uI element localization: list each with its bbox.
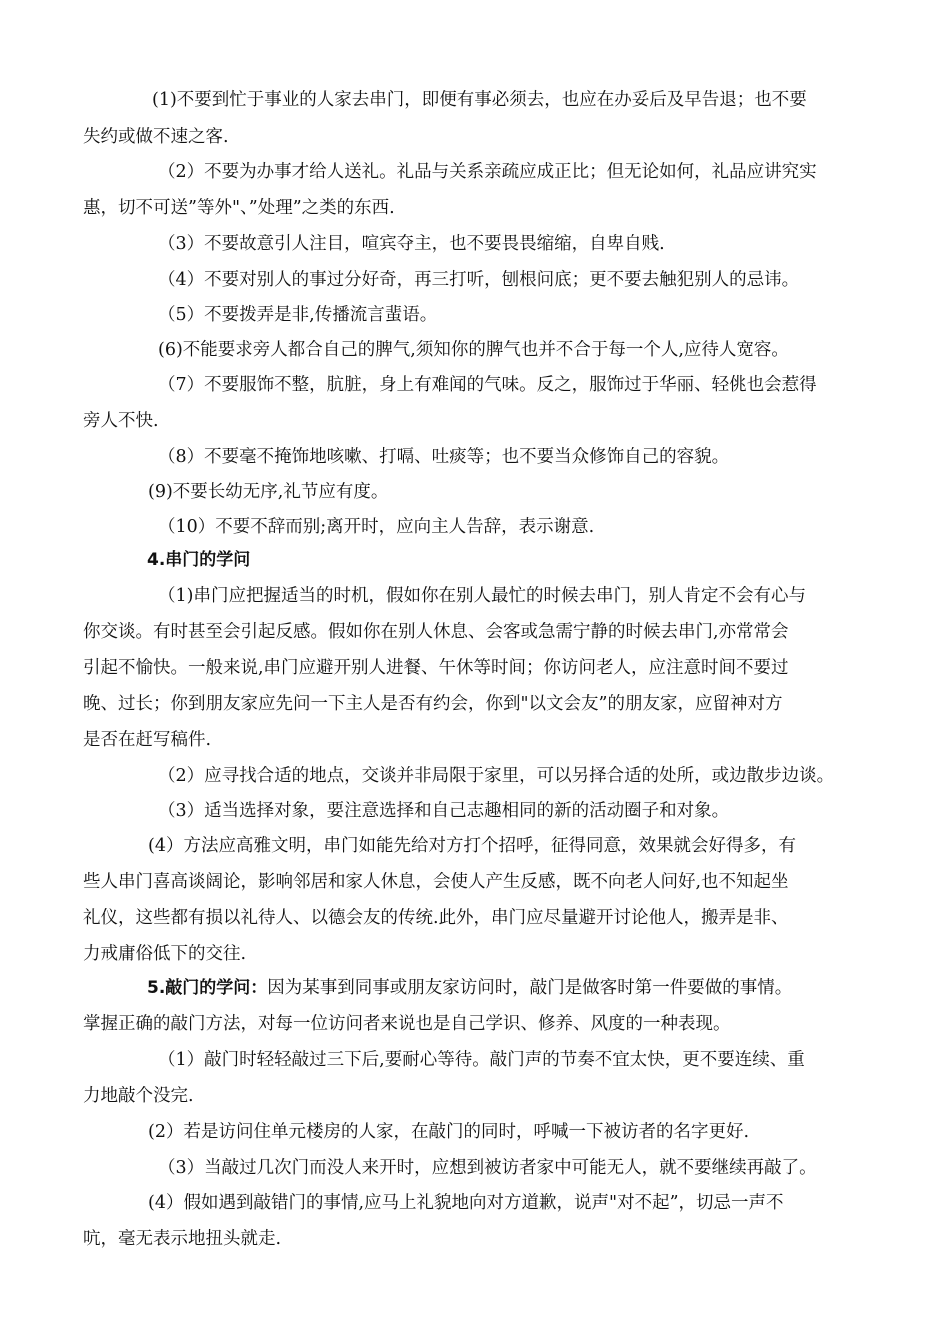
paragraph-line: （2）不要为办事才给人送礼。礼品与关系亲疏应成正比；但无论如何，礼品应讲究实 (158, 162, 817, 182)
paragraph-line: 引起不愉快。一般来说,串门应避开别人进餐、午休等时间；你访问老人，应注意时间不要过 (83, 658, 789, 678)
paragraph-line: (4）方法应高雅文明，串门如能先给对方打个招呼，征得同意，效果就会好得多，有 (148, 836, 796, 856)
paragraph-line: （1)串门应把握适当的时机，假如你在别人最忙的时候去串门，别人肯定不会有心与 (158, 586, 806, 606)
paragraph-line: (6)不能要求旁人都合自己的脾气,须知你的脾气也并不合于每一个人,应待人宽容。 (158, 340, 789, 360)
paragraph-line: （1）敲门时轻轻敲过三下后,要耐心等待。敲门声的节奏不宜太快，更不要连续、重 (158, 1050, 805, 1070)
paragraph-text: 因为某事到同事或朋友家访问时，敲门是做客时第一件要做的事情。 (267, 978, 793, 998)
paragraph-line: （7）不要服饰不整，肮脏，身上有难闻的气味。反之，服饰过于华丽、轻佻也会惹得 (158, 375, 817, 395)
paragraph-line: 些人串门喜高谈阔论，影响邻居和家人休息，会使人产生反感，既不向老人问好,也不知起坐 (83, 872, 789, 892)
paragraph-line: 是否在赶写稿件. (83, 730, 212, 750)
paragraph-line: 掌握正确的敲门方法，对每一位访问者来说也是自己学识、修养、风度的一种表现。 (83, 1014, 731, 1034)
paragraph-line: 失约或做不速之客. (83, 127, 229, 147)
paragraph-line: (1)不要到忙于事业的人家去串门，即便有事必须去，也应在办妥后及早告退；也不要 (152, 90, 807, 110)
paragraph-line: （5）不要拨弄是非,传播流言蜚语。 (158, 305, 438, 325)
paragraph-line: （2）应寻找合适的地点，交谈并非局限于家里，可以另择合适的处所，或边散步边谈。 (158, 766, 835, 786)
paragraph-line (147, 976, 792, 1000)
section-heading: 5.敲门的学问： (147, 978, 268, 998)
paragraph-line: （3）适当选择对象，要注意选择和自己志趣相同的新的活动圈子和对象。 (158, 801, 730, 821)
paragraph-line: 你交谈。有时甚至会引起反感。假如你在别人休息、会客或急需宁静的时候去串门,亦常常会 (83, 622, 789, 642)
paragraph-line: 礼仪，这些都有损以礼待人、以德会友的传统.此外，串门应尽量避开讨论他人，搬弄是非、 (83, 908, 789, 928)
paragraph-line: (2）若是访问住单元楼房的人家，在敲门的同时，呼喊一下被访者的名字更好. (148, 1122, 750, 1142)
paragraph-line: 力地敲个没完. (83, 1086, 194, 1106)
paragraph-line: （4）不要对别人的事过分好奇，再三打听，刨根问底；更不要去触犯别人的忌讳。 (158, 270, 800, 290)
paragraph-line: (9)不要长幼无序,礼节应有度。 (148, 482, 389, 502)
paragraph-line: (4）假如遇到敲错门的事情,应马上礼貌地向对方道歉，说声"对不起”，切忌一声不 (148, 1193, 784, 1213)
paragraph-line: 晚、过长；你到朋友家应先问一下主人是否有约会，你到"以文会友”的朋友家，应留神对方 (83, 694, 783, 714)
paragraph-line: 旁人不快. (83, 411, 159, 431)
paragraph-line: （3）当敲过几次门而没人来开时，应想到被访者家中可能无人，就不要继续再敲了。 (158, 1158, 817, 1178)
paragraph-line: （8）不要毫不掩饰地咳嗽、打嗝、吐痰等；也不要当众修饰自己的容貌。 (158, 447, 730, 467)
paragraph-line: （3）不要故意引人注目，喧宾夺主，也不要畏畏缩缩，自卑自贱. (158, 234, 665, 254)
paragraph-line: 吭，毫无表示地扭头就走. (83, 1229, 282, 1249)
paragraph-line: 力戒庸俗低下的交往. (83, 944, 247, 964)
section-heading: 4.串门的学问 (147, 550, 251, 570)
paragraph-line: （10）不要不辞而别;离开时，应向主人告辞，表示谢意. (158, 517, 595, 537)
paragraph-line: 惠，切不可送”等外"、”处理”之类的东西. (83, 198, 395, 218)
